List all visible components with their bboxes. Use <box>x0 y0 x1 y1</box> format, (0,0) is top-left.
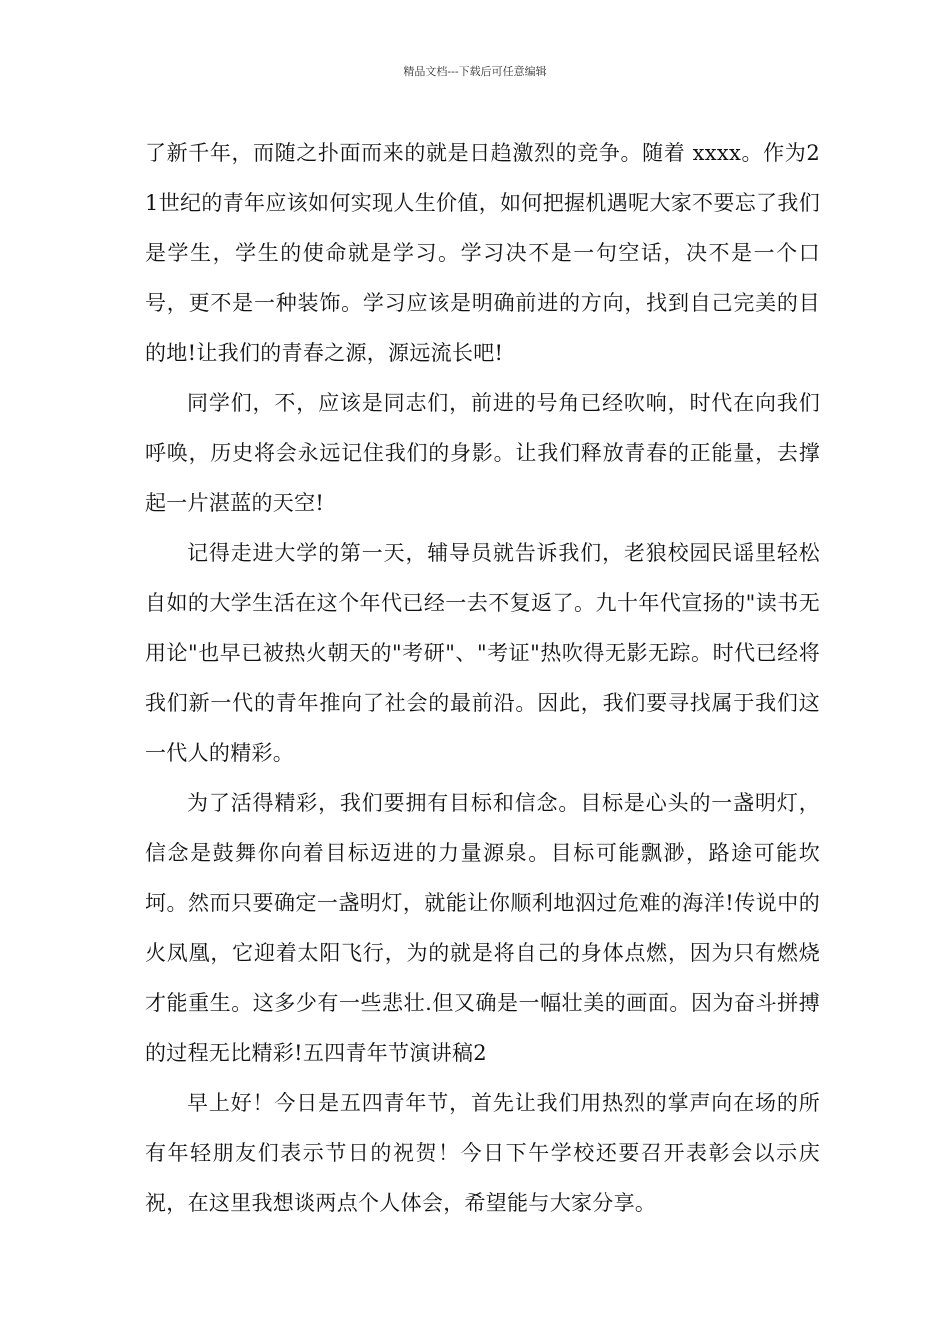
paragraph: 早上好！今日是五四青年节，首先让我们用热烈的掌声向在场的所有年轻朋友们表示节日的祝贺！今日下午学校还要召开表彰会以示庆祝，在这里我想谈两点个人体会，希望能与大家分享。 <box>145 1091 820 1215</box>
page-header: 精品文档---下载后可任意编辑 <box>403 65 547 78</box>
document-body <box>145 128 820 1228</box>
paragraph: 记得走进大学的第一天，辅导员就告诉我们，老狼校园民谣里轻松自如的大学生活在这个年代已经一去不复返了。九十年代宣扬的"读书无用论"也早已被热火朝天的"考研"、"考证"热吹得无影无踪。时代已经将我们新一代的青年推向了社会的最前沿。因此，我们要寻找属于我们这一代人的精彩。 <box>145 541 820 765</box>
paragraph-continued: 了新千年，而随之扑面而来的就是日趋激烈的竞争。随着 xxxx。作为21世纪的青年应该如何实现人生价值，如何把握机遇呢大家不要忘了我们是学生，学生的使命就是学习。学习决不是一句空话，决不是一个口号，更不是一种装饰。学习应该是明确前进的方向，找到自己完美的目的地!让我们的青春之源，源远流长吧! <box>145 141 820 365</box>
paragraph: 同学们，不，应该是同志们，前进的号角已经吹响，时代在向我们呼唤，历史将会永远记住我们的身影。让我们释放青春的正能量，去撑起一片湛蓝的天空! <box>145 391 820 515</box>
paragraph: 为了活得精彩，我们要拥有目标和信念。目标是心头的一盏明灯，信念是鼓舞你向着目标迈进的力量源泉。目标可能飘渺，路途可能坎坷。然而只要确定一盏明灯，就能让你顺利地泅过危难的海洋!传说中的火凤凰，它迎着太阳飞行，为的就是将自己的身体点燃，因为只有燃烧才能重生。这多少有一些悲壮.但又确是一幅壮美的画面。因为奋斗拼搏的过程无比精彩!五四青年节演讲稿2 <box>145 791 820 1065</box>
